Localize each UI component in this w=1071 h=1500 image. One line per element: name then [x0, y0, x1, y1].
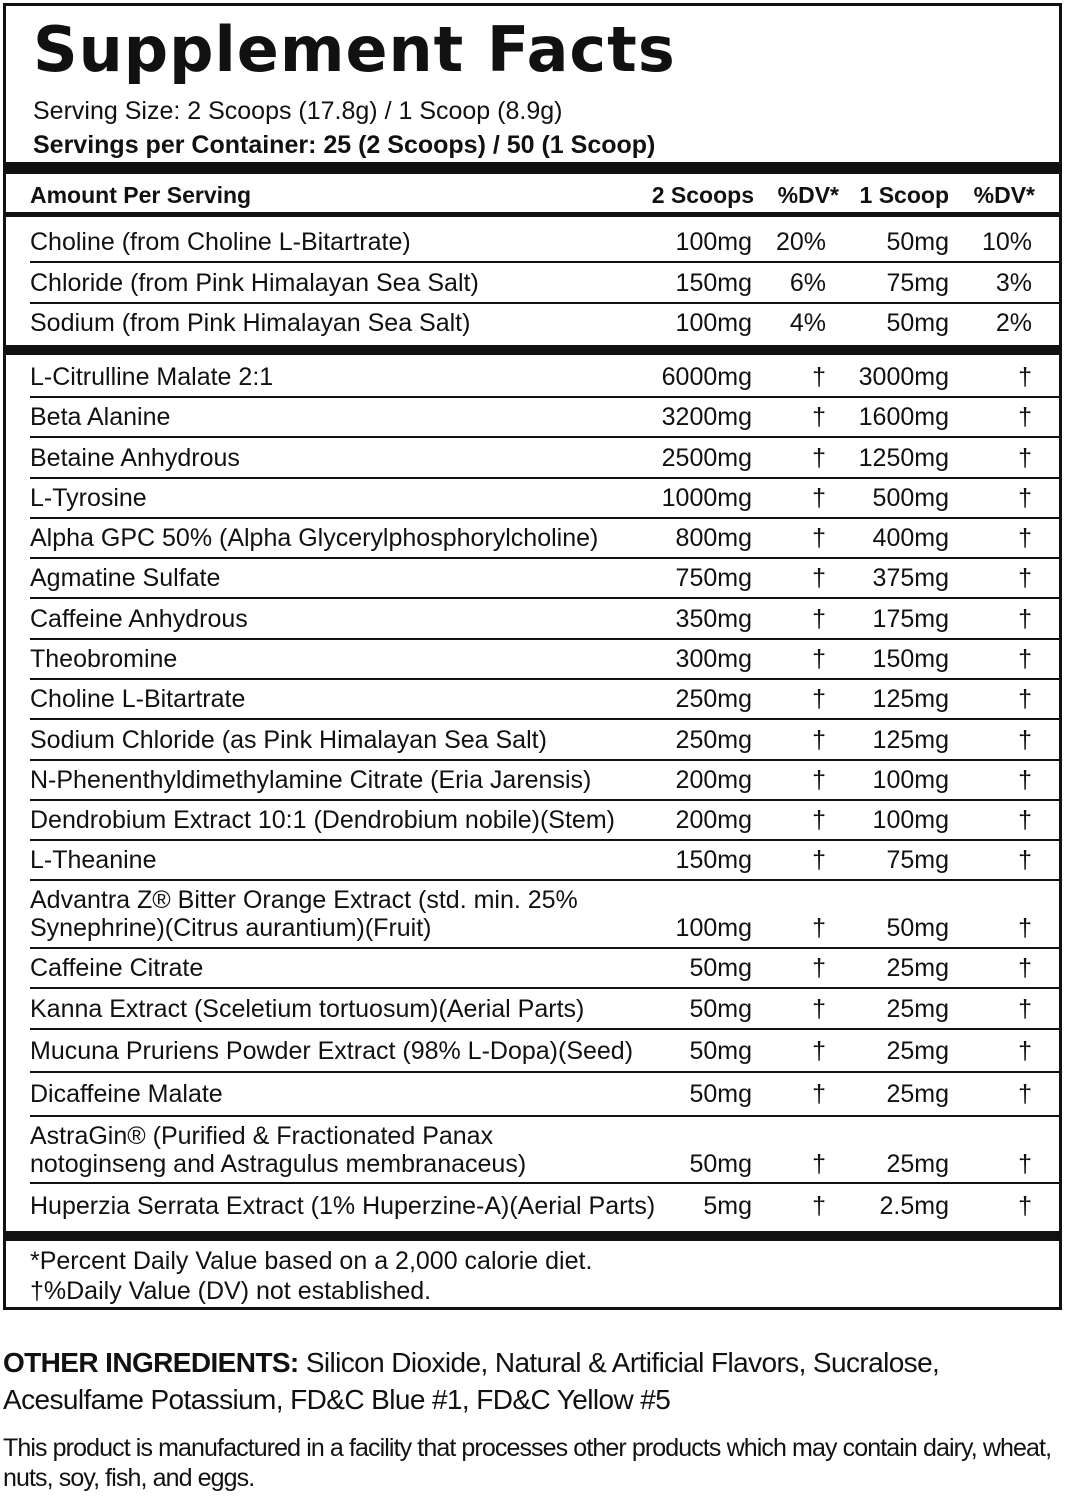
dv-1-scoop: †: [1018, 766, 1032, 794]
dv-2-scoops: 6%: [789, 268, 826, 297]
amount-1-scoop: 100mg: [872, 806, 949, 834]
dv-2-scoops: †: [812, 1080, 826, 1108]
amount-2-scoops: 250mg: [675, 685, 752, 713]
dv-1-scoop: †: [1018, 846, 1032, 874]
panel-title: Supplement Facts: [33, 13, 676, 86]
amount-2-scoops: 250mg: [675, 725, 752, 754]
amount-1-scoop: 25mg: [886, 1036, 949, 1065]
dv-2-scoops: †: [812, 1036, 826, 1065]
header-2-scoops: 2 Scoops: [651, 182, 754, 208]
ingredient-row: [6, 397, 1059, 437]
ingredient-name-continued: notoginseng and Astragulus membranaceus): [30, 1149, 527, 1178]
dv-1-scoop: †: [1018, 524, 1032, 552]
amount-1-scoop: 375mg: [872, 564, 949, 592]
amount-1-scoop: 3000mg: [858, 363, 949, 391]
table-header: [6, 175, 1059, 215]
ingredient-row: [6, 639, 1059, 679]
ingredient-name-continued: Synephrine)(Citrus aurantium)(Fruit): [30, 914, 432, 942]
amount-2-scoops: 6000mg: [661, 363, 752, 391]
dv-2-scoops: †: [812, 1191, 826, 1220]
ingredient-row: [6, 518, 1059, 558]
ingredient-name: Mucuna Pruriens Powder Extract (98% L-Dopa)(Seed): [30, 1036, 634, 1065]
ingredient-name: Dendrobium Extract 10:1 (Dendrobium nobile)(Stem): [30, 806, 615, 834]
amount-1-scoop: 400mg: [872, 524, 949, 552]
dv-1-scoop: †: [1018, 806, 1032, 834]
amount-2-scoops: 800mg: [675, 524, 752, 552]
ingredient-row: [6, 357, 1059, 397]
dv-2-scoops: 4%: [789, 309, 826, 337]
dv-2-scoops: †: [812, 685, 826, 713]
ingredient-name: Beta Alanine: [30, 403, 171, 431]
header-dv-2-scoops: %DV*: [777, 182, 839, 208]
amount-1-scoop: 50mg: [886, 914, 949, 942]
dv-1-scoop: †: [1018, 994, 1032, 1023]
footnote-percent-dv: *Percent Daily Value based on a 2,000 calorie diet.: [30, 1247, 593, 1275]
amount-2-scoops: 300mg: [675, 645, 752, 673]
ingredient-row: [6, 679, 1059, 719]
dv-1-scoop: †: [1018, 1036, 1032, 1065]
dv-1-scoop: †: [1018, 604, 1032, 633]
ingredient-row: [6, 1116, 1059, 1183]
ingredient-name: Caffeine Citrate: [30, 954, 204, 982]
dv-row: [6, 222, 1059, 262]
amount-1-scoop: 2.5mg: [879, 1191, 949, 1220]
amount-2-scoops: 50mg: [689, 1149, 752, 1178]
dv-1-scoop: †: [1018, 725, 1032, 754]
amount-2-scoops: 50mg: [689, 1036, 752, 1065]
ingredient-name: Agmatine Sulfate: [30, 564, 221, 592]
ingredient-row: [6, 478, 1059, 518]
ingredient-name: Kanna Extract (Sceletium tortuosum)(Aerial Parts): [30, 994, 585, 1023]
dv-2-scoops: †: [812, 645, 826, 673]
dv-1-scoop: †: [1018, 645, 1032, 673]
ingredient-name: Choline L-Bitartrate: [30, 685, 246, 713]
amount-1-scoop: 25mg: [886, 954, 949, 982]
header-1-scoop: 1 Scoop: [859, 182, 949, 208]
amount-2-scoops: 150mg: [675, 846, 752, 874]
servings-per-container: Servings per Container: 25 (2 Scoops) / 50 (1 Scoop): [33, 131, 656, 159]
ingredient-row: [6, 598, 1059, 639]
ingredient-row: [6, 880, 1059, 948]
header-divider: [6, 212, 1059, 217]
facility-allergen-note: This product is manufactured in a facility that processes other products which may contain dairy, wheat, nuts, soy, fish, and eggs.: [3, 1434, 1052, 1492]
ingredient-name: L-Theanine: [30, 846, 157, 874]
amount-1-scoop: 75mg: [886, 846, 949, 874]
amount-2-scoops: 100mg: [675, 914, 752, 942]
dv-2-scoops: †: [812, 524, 826, 552]
header-amount-per-serving: Amount Per Serving: [30, 182, 252, 208]
amount-2-scoops: 100mg: [675, 228, 752, 256]
dv-2-scoops: †: [812, 604, 826, 633]
ingredient-name: Advantra Z® Bitter Orange Extract (std. min. 25%: [30, 886, 578, 914]
ingredient-row: [6, 1072, 1059, 1116]
amount-2-scoops: 5mg: [703, 1191, 752, 1220]
ingredient-row: [6, 558, 1059, 598]
section-divider: [6, 345, 1059, 355]
amount-1-scoop: 175mg: [872, 604, 949, 633]
dv-1-scoop: †: [1018, 954, 1032, 982]
dv-row: [6, 262, 1059, 303]
dv-1-scoop: 10%: [981, 228, 1032, 256]
amount-1-scoop: 25mg: [886, 1080, 949, 1108]
ingredient-row: [6, 437, 1059, 478]
dv-1-scoop: †: [1018, 914, 1032, 942]
dv-1-scoop: †: [1018, 685, 1032, 713]
amount-2-scoops: 750mg: [675, 564, 752, 592]
ingredient-row: [6, 800, 1059, 840]
dv-1-scoop: †: [1018, 363, 1032, 391]
dv-2-scoops: †: [812, 363, 826, 391]
dv-2-scoops: †: [812, 766, 826, 794]
other-ingredients-list: Silicon Dioxide, Natural & Artificial Flavors, Sucralose, Acesulfame Potassium, FD&C Blue #1, FD&C Yellow #5: [3, 1347, 940, 1415]
ingredient-name: Huperzia Serrata Extract (1% Huperzine-A)(Aerial Parts): [30, 1191, 656, 1220]
amount-1-scoop: 125mg: [872, 725, 949, 754]
amount-1-scoop: 125mg: [872, 685, 949, 713]
amount-2-scoops: 100mg: [675, 309, 752, 337]
ingredient-row: [6, 840, 1059, 880]
dv-2-scoops: †: [812, 1149, 826, 1178]
dv-row: [6, 303, 1059, 343]
dv-1-scoop: †: [1018, 564, 1032, 592]
dv-1-scoop: †: [1018, 1080, 1032, 1108]
amount-1-scoop: 50mg: [886, 228, 949, 256]
ingredient-row: [6, 719, 1059, 760]
dv-2-scoops: †: [812, 564, 826, 592]
amount-1-scoop: 75mg: [886, 268, 949, 297]
dv-1-scoop: 3%: [995, 268, 1032, 297]
ingredient-name: Sodium (from Pink Himalayan Sea Salt): [30, 309, 471, 337]
amount-2-scoops: 50mg: [689, 994, 752, 1023]
amount-2-scoops: 200mg: [675, 806, 752, 834]
amount-1-scoop: 1600mg: [858, 403, 949, 431]
ingredient-row: [6, 1029, 1059, 1072]
amount-2-scoops: 2500mg: [661, 443, 752, 472]
header-dv-1-scoop: %DV*: [973, 182, 1035, 208]
amount-2-scoops: 1000mg: [661, 484, 752, 512]
amount-1-scoop: 50mg: [886, 309, 949, 337]
dv-2-scoops: 20%: [775, 228, 826, 256]
amount-2-scoops: 200mg: [675, 766, 752, 794]
ingredient-name: N-Phenenthyldimethylamine Citrate (Eria Jarensis): [30, 766, 592, 794]
dv-2-scoops: †: [812, 994, 826, 1023]
amount-1-scoop: 100mg: [872, 766, 949, 794]
amount-2-scoops: 50mg: [689, 954, 752, 982]
dv-2-scoops: †: [812, 484, 826, 512]
ingredient-name: Choline (from Choline L-Bitartrate): [30, 228, 411, 256]
footnote-dv-not-established: †%Daily Value (DV) not established.: [30, 1277, 432, 1305]
ingredient-name: Theobromine: [30, 645, 178, 673]
dv-1-scoop: †: [1018, 403, 1032, 431]
dv-2-scoops: †: [812, 914, 826, 942]
amount-2-scoops: 3200mg: [661, 403, 752, 431]
other-ingredients-label: OTHER INGREDIENTS:: [3, 1347, 299, 1378]
ingredient-name: L-Citrulline Malate 2:1: [30, 363, 274, 391]
dv-1-scoop: †: [1018, 443, 1032, 472]
ingredient-name: Alpha GPC 50% (Alpha Glycerylphosphorylcholine): [30, 524, 599, 552]
ingredient-name: Dicaffeine Malate: [30, 1080, 223, 1108]
dv-1-scoop: †: [1018, 1191, 1032, 1220]
thick-divider: [6, 162, 1059, 174]
dv-1-scoop: 2%: [995, 309, 1032, 337]
supplement-facts-panel: [3, 3, 1062, 1310]
ingredient-name: Chloride (from Pink Himalayan Sea Salt): [30, 268, 479, 297]
dv-1-scoop: †: [1018, 484, 1032, 512]
ingredient-name: Caffeine Anhydrous: [30, 604, 248, 633]
ingredient-row: [6, 988, 1059, 1029]
dv-2-scoops: †: [812, 846, 826, 874]
amount-2-scoops: 50mg: [689, 1080, 752, 1108]
ingredient-name: AstraGin® (Purified & Fractionated Panax: [30, 1121, 494, 1150]
serving-size: Serving Size: 2 Scoops (17.8g) / 1 Scoop (8.9g): [33, 97, 563, 125]
amount-1-scoop: 25mg: [886, 994, 949, 1023]
ingredient-row: [6, 760, 1059, 800]
dv-2-scoops: †: [812, 403, 826, 431]
dv-2-scoops: †: [812, 725, 826, 754]
amount-2-scoops: 350mg: [675, 604, 752, 633]
ingredient-name: L-Tyrosine: [30, 484, 147, 512]
dv-2-scoops: †: [812, 443, 826, 472]
amount-1-scoop: 500mg: [872, 484, 949, 512]
footer-divider: [6, 1231, 1059, 1241]
amount-1-scoop: 1250mg: [858, 443, 949, 472]
dv-2-scoops: †: [812, 806, 826, 834]
amount-1-scoop: 150mg: [872, 645, 949, 673]
ingredient-row: [6, 1183, 1059, 1228]
amount-1-scoop: 25mg: [886, 1149, 949, 1178]
dv-2-scoops: †: [812, 954, 826, 982]
amount-2-scoops: 150mg: [675, 268, 752, 297]
dv-1-scoop: †: [1018, 1149, 1032, 1178]
ingredient-name: Sodium Chloride (as Pink Himalayan Sea Salt): [30, 725, 547, 754]
other-ingredients: [3, 1344, 1063, 1418]
ingredient-row: [6, 948, 1059, 988]
ingredient-name: Betaine Anhydrous: [30, 443, 240, 472]
